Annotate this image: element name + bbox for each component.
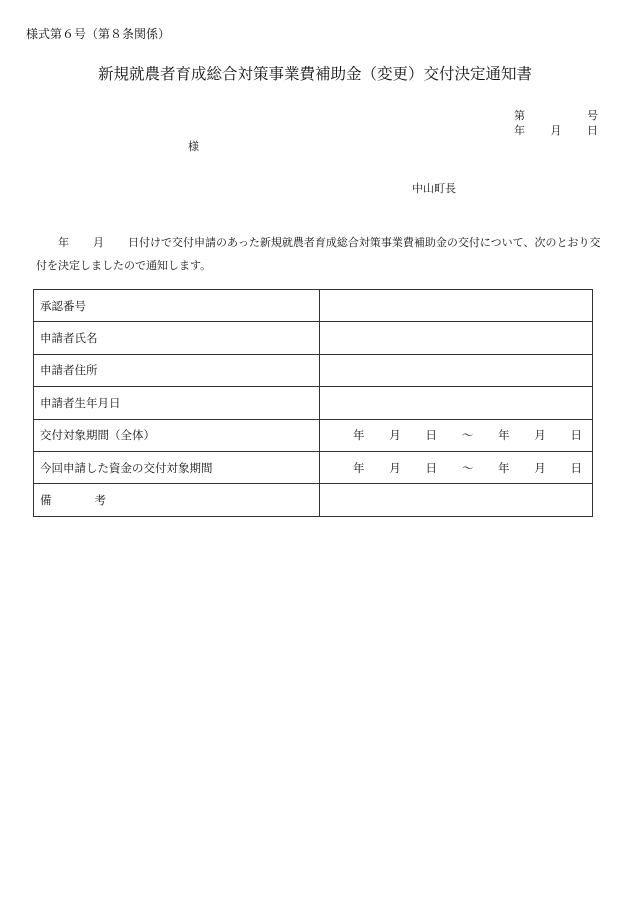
info-table (33, 289, 593, 517)
period-start-day: 日 (425, 460, 437, 475)
period-start-month: 月 (389, 460, 401, 475)
period-start-month: 月 (389, 428, 401, 443)
document-number (514, 107, 598, 123)
table-row (34, 322, 593, 354)
remarks-label (34, 484, 320, 516)
remarks-char-2: 考 (94, 493, 106, 508)
period-start-year: 年 (353, 460, 365, 475)
table-row (34, 290, 593, 322)
recipient-honorific: 様 (188, 140, 199, 153)
row-label: 申請者住所 (34, 354, 320, 386)
row-label: 承認番号 (34, 290, 320, 322)
table-row (34, 419, 593, 451)
row-value (320, 322, 593, 354)
table-row (34, 451, 593, 483)
period-start-day: 日 (425, 428, 437, 443)
table-row (34, 354, 593, 386)
form-number-label: 様式第６号（第８条関係） (26, 27, 171, 41)
row-value (320, 387, 593, 419)
row-label: 今回申請した資金の交付対象期間 (34, 451, 320, 483)
document-title: 新規就農者育成総合対策事業費補助金（変更）交付決定通知書 (97, 65, 532, 83)
body-text: 日付けで交付申請のあった新規就農者育成総合対策事業費補助金の交付について、次のとおり交付を決定しましたので通知します。 (36, 236, 601, 272)
period-end-day: 日 (570, 460, 582, 475)
notice-body (36, 231, 601, 277)
row-value (320, 290, 593, 322)
period-end-year: 年 (498, 428, 510, 443)
period-end-month: 月 (534, 460, 546, 475)
number-suffix: 号 (587, 109, 598, 122)
document-date (514, 122, 598, 138)
row-label: 申請者氏名 (34, 322, 320, 354)
period-end-month: 月 (534, 428, 546, 443)
row-label: 交付対象期間（全体） (34, 419, 320, 451)
issuer-name: 中山町長 (412, 182, 456, 195)
period-value (320, 451, 593, 483)
period-value (320, 419, 593, 451)
date-day: 日 (587, 124, 598, 137)
period-end-year: 年 (498, 460, 510, 475)
period-start-year: 年 (353, 428, 365, 443)
date-month: 月 (550, 124, 562, 137)
remarks-char-1: 備 (40, 493, 52, 508)
remarks-value (320, 484, 593, 516)
row-label: 申請者生年月日 (34, 387, 320, 419)
table-row (34, 484, 593, 516)
body-year: 年 (58, 236, 69, 249)
body-month: 月 (93, 236, 104, 249)
period-separator: ～ (461, 428, 474, 443)
table-row (34, 387, 593, 419)
date-year: 年 (514, 124, 525, 137)
period-separator: ～ (461, 460, 474, 475)
row-value (320, 354, 593, 386)
period-end-day: 日 (570, 428, 582, 443)
number-prefix: 第 (514, 109, 525, 122)
